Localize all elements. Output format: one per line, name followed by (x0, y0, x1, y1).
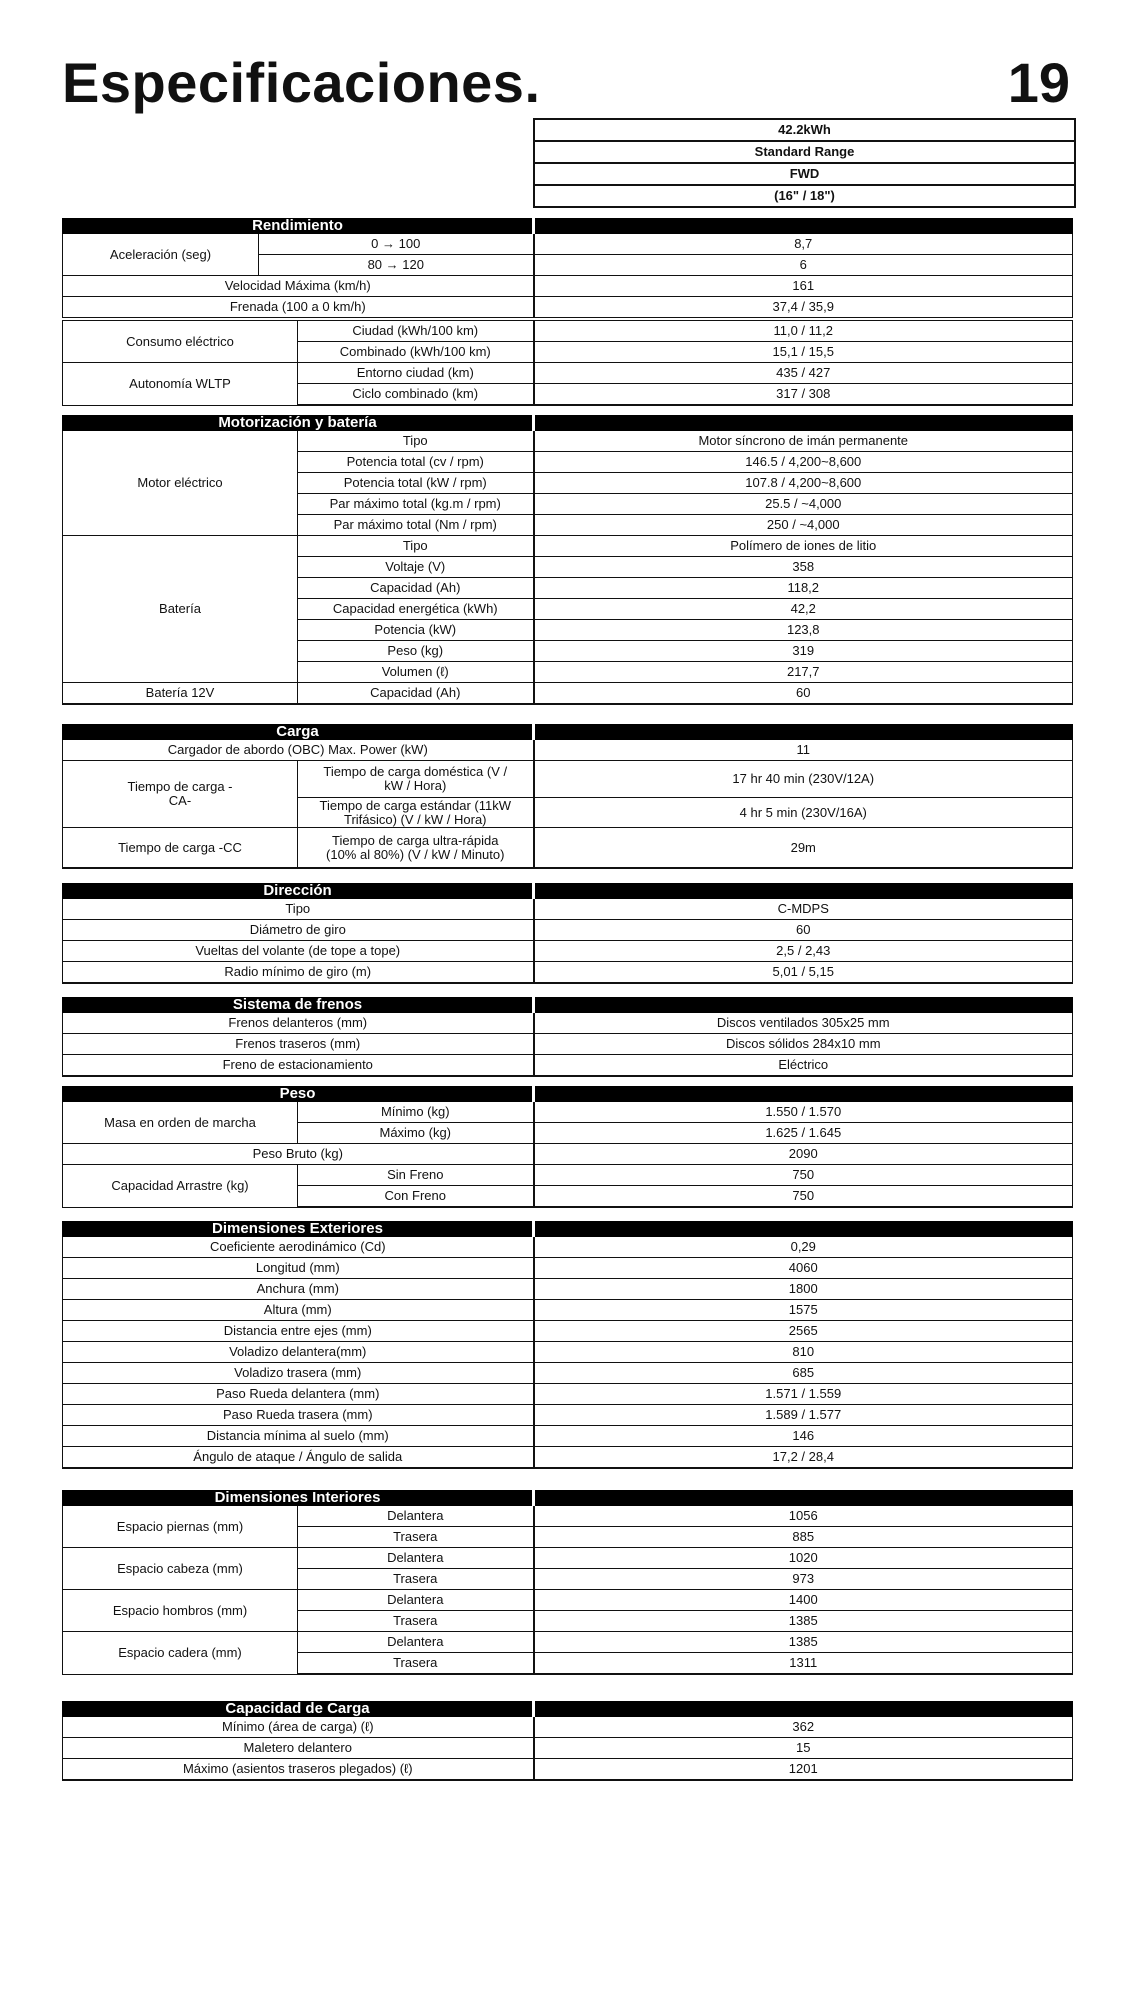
table-row (63, 941, 1073, 962)
row-value: 15 (534, 1738, 1073, 1759)
row-value: 1385 (534, 1632, 1073, 1653)
row-value: 60 (534, 683, 1073, 705)
row-value: 435 / 427 (534, 363, 1073, 384)
row-sublabel: Ciudad (kWh/100 km) (298, 321, 534, 342)
row-value: 123,8 (534, 620, 1073, 641)
row-label: Altura (mm) (63, 1300, 534, 1321)
row-value: 118,2 (534, 578, 1073, 599)
row-value: Discos sólidos 284x10 mm (534, 1034, 1073, 1055)
row-value: 1400 (534, 1590, 1073, 1611)
row-value: 1.571 / 1.559 (534, 1384, 1073, 1405)
table-row (63, 536, 1073, 557)
row-label: Autonomía WLTP (63, 363, 298, 406)
table-row (63, 920, 1073, 941)
table-row (63, 1384, 1073, 1405)
row-sublabel: Trasera (298, 1653, 534, 1675)
section-title: Rendimiento (63, 219, 534, 234)
row-label: Tiempo de carga -CC (63, 828, 298, 869)
row-value: 750 (534, 1165, 1073, 1186)
table-row (63, 1363, 1073, 1384)
row-value: 750 (534, 1186, 1073, 1208)
row-label: Batería 12V (63, 683, 298, 705)
page-title: Especificaciones. (62, 51, 541, 114)
version-battery: 42.2kWh (535, 120, 1074, 142)
row-label: Peso Bruto (kg) (63, 1144, 534, 1165)
row-value: 973 (534, 1569, 1073, 1590)
section-header (63, 219, 1073, 234)
table-row (63, 1548, 1073, 1569)
row-value: 5,01 / 5,15 (534, 962, 1073, 984)
section-header (63, 1087, 1073, 1102)
row-sublabel: Capacidad (Ah) (298, 683, 534, 705)
row-value: 685 (534, 1363, 1073, 1384)
row-label: Espacio piernas (mm) (63, 1506, 298, 1548)
table-rendimiento (62, 218, 1073, 318)
version-range: Standard Range (535, 142, 1074, 164)
row-value: 146 (534, 1426, 1073, 1447)
table-row (63, 1300, 1073, 1321)
row-value: 1056 (534, 1506, 1073, 1527)
table-row (63, 1102, 1073, 1123)
row-sublabel: Tiempo de carga doméstica (V / kW / Hora) (298, 761, 534, 798)
table-row (63, 321, 1073, 342)
table-row (63, 683, 1073, 705)
row-value: 1575 (534, 1300, 1073, 1321)
row-value: 250 / ~4,000 (534, 515, 1073, 536)
table-direccion (62, 883, 1073, 984)
row-value: Polímero de iones de litio (534, 536, 1073, 557)
table-peso (62, 1086, 1073, 1208)
table-row (63, 1632, 1073, 1653)
row-value: 1.625 / 1.645 (534, 1123, 1073, 1144)
row-sublabel: Delantera (298, 1548, 534, 1569)
row-sublabel: Tiempo de carga estándar (11kW Trifásico) (V / kW / Hora) (298, 798, 534, 828)
row-sublabel: Delantera (298, 1506, 534, 1527)
row-label: Cargador de abordo (OBC) Max. Power (kW) (63, 740, 534, 761)
row-sublabel: Potencia total (kW / rpm) (298, 473, 534, 494)
row-sublabel: Con Freno (298, 1186, 534, 1208)
row-value: 6 (534, 255, 1073, 276)
row-value: 15,1 / 15,5 (534, 342, 1073, 363)
row-value: 1.550 / 1.570 (534, 1102, 1073, 1123)
row-label: Diámetro de giro (63, 920, 534, 941)
table-row (63, 828, 1073, 869)
row-value: 1.589 / 1.577 (534, 1405, 1073, 1426)
row-sublabel: Potencia (kW) (298, 620, 534, 641)
row-value: 42,2 (534, 599, 1073, 620)
table-row (63, 962, 1073, 984)
row-label: Velocidad Máxima (km/h) (63, 276, 534, 297)
table-row (63, 1342, 1073, 1363)
row-value: 11 (534, 740, 1073, 761)
row-sublabel: Delantera (298, 1632, 534, 1653)
row-sublabel: Par máximo total (Nm / rpm) (298, 515, 534, 536)
row-value: 2090 (534, 1144, 1073, 1165)
table-row (63, 431, 1073, 452)
table-row (63, 1034, 1073, 1055)
table-exteriores (62, 1221, 1073, 1469)
row-label: Vueltas del volante (de tope a tope) (63, 941, 534, 962)
section-header (63, 725, 1073, 740)
row-label: Ángulo de ataque / Ángulo de salida (63, 1447, 534, 1469)
row-sublabel: Trasera (298, 1527, 534, 1548)
row-label: Mínimo (área de carga) (ℓ) (63, 1717, 534, 1738)
table-frenos (62, 997, 1073, 1077)
table-row (63, 363, 1073, 384)
row-value: Eléctrico (534, 1055, 1073, 1077)
row-value: 1311 (534, 1653, 1073, 1675)
row-value: 17,2 / 28,4 (534, 1447, 1073, 1469)
row-label: Espacio cabeza (mm) (63, 1548, 298, 1590)
page-number: 19 (1007, 51, 1070, 114)
row-value: 1800 (534, 1279, 1073, 1300)
section-title: Sistema de frenos (63, 998, 534, 1013)
table-row (63, 1055, 1073, 1077)
version-wheels: (16" / 18") (774, 188, 835, 203)
row-value: 0,29 (534, 1237, 1073, 1258)
row-value: 1385 (534, 1611, 1073, 1632)
row-label: Consumo eléctrico (63, 321, 298, 363)
version-drive: FWD (535, 164, 1074, 186)
row-value: 1201 (534, 1759, 1073, 1781)
table-row (63, 1405, 1073, 1426)
row-label: Masa en orden de marcha (63, 1102, 298, 1144)
table-row (63, 1717, 1073, 1738)
table-row (63, 1590, 1073, 1611)
row-label: Aceleración (seg) (63, 234, 259, 276)
table-row (63, 1759, 1073, 1781)
section-header (63, 1222, 1073, 1237)
row-value: 217,7 (534, 662, 1073, 683)
row-sublabel: Capacidad (Ah) (298, 578, 534, 599)
row-sublabel: Tipo (298, 431, 534, 452)
row-value: 17 hr 40 min (230V/12A) (534, 761, 1073, 798)
version-header (533, 118, 1076, 208)
row-label: Voladizo delantera(mm) (63, 1342, 534, 1363)
row-sublabel: Capacidad energética (kWh) (298, 599, 534, 620)
row-value: 885 (534, 1527, 1073, 1548)
table-row (63, 1237, 1073, 1258)
row-value: 25.5 / ~4,000 (534, 494, 1073, 515)
row-sublabel: Par máximo total (kg.m / rpm) (298, 494, 534, 515)
table-motorizacion (62, 415, 1073, 705)
row-sublabel: Tipo (298, 536, 534, 557)
section-title: Dirección (63, 884, 534, 899)
row-label: Tipo (63, 899, 534, 920)
row-value: 358 (534, 557, 1073, 578)
section-title: Capacidad de Carga (63, 1702, 534, 1717)
table-row (63, 234, 1073, 255)
row-sublabel: Volumen (ℓ) (298, 662, 534, 683)
section-header (63, 1702, 1073, 1717)
row-sublabel: Trasera (298, 1569, 534, 1590)
section-title: Dimensiones Interiores (63, 1491, 534, 1506)
table-capacidad (62, 1701, 1073, 1781)
row-label: Distancia mínima al suelo (mm) (63, 1426, 534, 1447)
row-label: Radio mínimo de giro (m) (63, 962, 534, 984)
row-value: 146.5 / 4,200~8,600 (534, 452, 1073, 473)
row-value: 810 (534, 1342, 1073, 1363)
row-value: 2,5 / 2,43 (534, 941, 1073, 962)
row-label: Tiempo de carga -CA- (63, 761, 298, 828)
row-sublabel: Ciclo combinado (km) (298, 384, 534, 406)
row-sublabel: Máximo (kg) (298, 1123, 534, 1144)
row-label: Motor eléctrico (63, 431, 298, 536)
row-sublabel: Tiempo de carga ultra-rápida (10% al 80%) (V / kW / Minuto) (298, 828, 534, 869)
table-row (63, 899, 1073, 920)
table-row (63, 1447, 1073, 1469)
row-value: 11,0 / 11,2 (534, 321, 1073, 342)
row-label: Frenos delanteros (mm) (63, 1013, 534, 1034)
row-value: 8,7 (534, 234, 1073, 255)
row-sublabel: 0 → 100 (259, 234, 534, 255)
table-row (63, 1506, 1073, 1527)
table-row (63, 297, 1073, 318)
table-row (63, 1013, 1073, 1034)
row-label: Freno de estacionamiento (63, 1055, 534, 1077)
row-sublabel: 80 → 120 (259, 255, 534, 276)
row-label: Máximo (asientos traseros plegados) (ℓ) (63, 1759, 534, 1781)
table-row (63, 1258, 1073, 1279)
row-label: Capacidad Arrastre (kg) (63, 1165, 298, 1208)
table-row (63, 276, 1073, 297)
row-value: 29m (534, 828, 1073, 869)
row-label: Frenos traseros (mm) (63, 1034, 534, 1055)
row-label: Batería (63, 536, 298, 683)
row-value: 60 (534, 920, 1073, 941)
row-value: 37,4 / 35,9 (534, 297, 1073, 318)
table-row (63, 1321, 1073, 1342)
section-header (63, 1491, 1073, 1506)
table-row (63, 761, 1073, 798)
row-label: Maletero delantero (63, 1738, 534, 1759)
section-header (63, 884, 1073, 899)
row-value: 1020 (534, 1548, 1073, 1569)
row-sublabel: Delantera (298, 1590, 534, 1611)
section-title: Carga (63, 725, 534, 740)
row-label: Distancia entre ejes (mm) (63, 1321, 534, 1342)
row-value: C-MDPS (534, 899, 1073, 920)
table-interiores (62, 1490, 1073, 1675)
row-value: 319 (534, 641, 1073, 662)
table-rendimiento-2 (62, 320, 1073, 406)
row-sublabel: Voltaje (V) (298, 557, 534, 578)
table-row (63, 1144, 1073, 1165)
row-value: 161 (534, 276, 1073, 297)
table-row (63, 1738, 1073, 1759)
row-sublabel: Trasera (298, 1611, 534, 1632)
table-carga (62, 724, 1073, 869)
row-label: Frenada (100 a 0 km/h) (63, 297, 534, 318)
row-sublabel: Mínimo (kg) (298, 1102, 534, 1123)
row-label: Anchura (mm) (63, 1279, 534, 1300)
row-value: 2565 (534, 1321, 1073, 1342)
row-label: Paso Rueda delantera (mm) (63, 1384, 534, 1405)
section-title: Motorización y batería (63, 416, 534, 431)
row-label: Voladizo trasera (mm) (63, 1363, 534, 1384)
row-sublabel: Combinado (kWh/100 km) (298, 342, 534, 363)
section-header (63, 416, 1073, 431)
row-sublabel: Peso (kg) (298, 641, 534, 662)
table-row (63, 740, 1073, 761)
table-row (63, 1426, 1073, 1447)
row-value: 317 / 308 (534, 384, 1073, 406)
section-header (63, 998, 1073, 1013)
section-title: Peso (63, 1087, 534, 1102)
row-label: Longitud (mm) (63, 1258, 534, 1279)
row-label: Espacio hombros (mm) (63, 1590, 298, 1632)
row-label: Paso Rueda trasera (mm) (63, 1405, 534, 1426)
row-value: 4060 (534, 1258, 1073, 1279)
row-sublabel: Potencia total (cv / rpm) (298, 452, 534, 473)
row-value: Discos ventilados 305x25 mm (534, 1013, 1073, 1034)
row-value: 4 hr 5 min (230V/16A) (534, 798, 1073, 828)
row-value: 362 (534, 1717, 1073, 1738)
table-row (63, 1165, 1073, 1186)
row-sublabel: Sin Freno (298, 1165, 534, 1186)
row-label: Espacio cadera (mm) (63, 1632, 298, 1675)
row-label: Coeficiente aerodinámico (Cd) (63, 1237, 534, 1258)
row-value: 107.8 / 4,200~8,600 (534, 473, 1073, 494)
row-value: Motor síncrono de imán permanente (534, 431, 1073, 452)
table-row (63, 1279, 1073, 1300)
row-sublabel: Entorno ciudad (km) (298, 363, 534, 384)
section-title: Dimensiones Exteriores (63, 1222, 534, 1237)
